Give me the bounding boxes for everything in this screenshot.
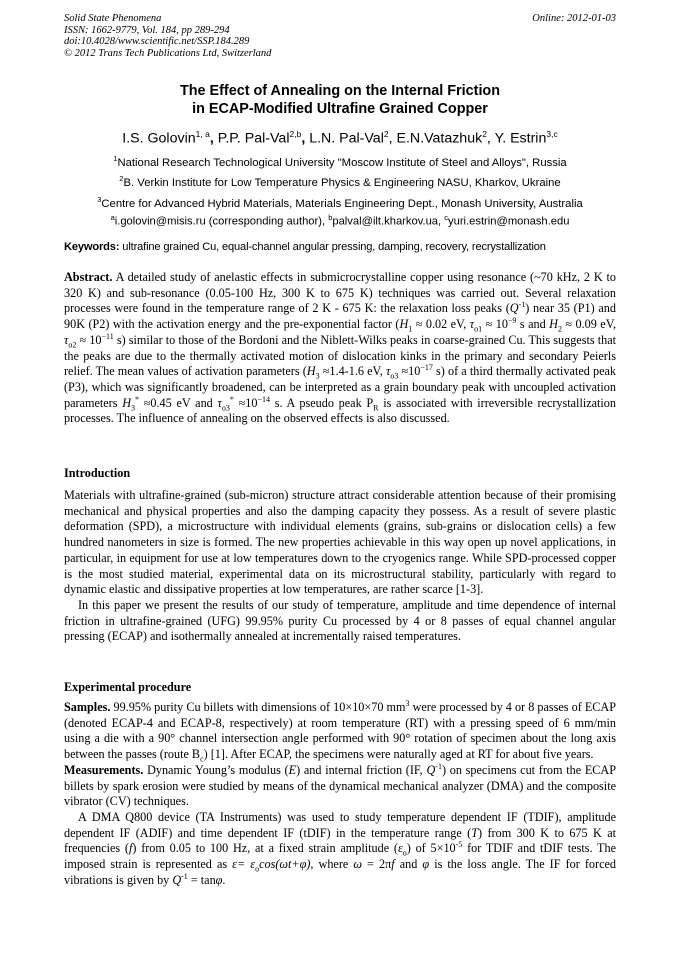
author-name: I.S. Golovin [122,130,196,147]
abstract-label: Abstract. [64,270,113,284]
affiliation-3: $^3$Centre for Advanced Hybrid Materials, Materials Engineering Dept., Monash University, Australia [97,194,583,210]
online-date: Online: 2012-01-03 [532,13,616,24]
affiliation-2: $^2$B. Verkin Institute for Low Temperature Physics & Engineering NASU, Kharkov, Ukraine [119,174,561,190]
author-affiliation-mark: 2 [482,129,487,139]
measurements-label: Measurements. [64,762,144,777]
title-line-1: The Effect of Annealing on the Internal Friction [179,83,501,99]
section-heading-introduction: Introduction [64,466,131,480]
measurements-paragraph: Measurements. Dynamic Young’s modulus (E) and internal friction (IF, $Q^{-1}$) on specimens cut from the ECAP billets by spark erosion were studied by means of the dynamical mechanical analyzer (DMA) and the composite vibrator (CV) techniques. [64,761,616,809]
keywords-label: Keywords: [64,241,120,253]
author-affiliation-mark: 1, a [195,129,210,139]
keywords [64,240,624,254]
journal-name: Solid State Phenomena [64,13,162,24]
author-emails: $^a$i.golovin@misis.ru (corresponding author), $^b$palval@ilt.kharkov.ua, $^c$yuri.estrin@monash.edu [110,213,570,228]
affiliations [64,151,616,212]
intro-paragraph-1: Materials with ultrafine-grained (sub-micron) structure attract considerable attention because of their promising mechanical and physical properties and also the damping capacity they possess. As a result of severe plastic deformation (SPD), a microstructure with individual elements (grains, sub-grains or dislocation cells) a few hundred nanometers in size is formed. The new properties achievable in this way open up novel applications, in particular, in equipment for use at low temperatures down to the cryogenics range. While SPD-processed copper is the most studied material, experimental data on its microstructural stability, particularly with regard to dynamic elastic and dissipative properties at low temperatures, are rather scarce [1-3]. [64,488,616,597]
issn: ISSN: 1662-9779, Vol. 184, pp 289-294 [64,24,230,36]
author-affiliation-mark: 2,b [289,129,302,139]
intro-paragraph-2: In this paper we present the results of our study of temperature, amplitude and time dependence of internal friction in ultrafine-grained (UFG) 99.95% purity Cu processed by 4 or 8 passes of equal channel angular pressing (ECAP) and isothermally annealed at incrementally raised temperatures. [64,597,616,644]
author-affiliation-mark: 3,c [546,129,558,139]
email-a: i.golovin@misis.ru (corresponding author), [114,215,329,228]
experimental-procedure [64,700,616,888]
title-line-2: in ECAP-Modified Ultrafine Grained Copper [192,100,488,117]
copyright: © 2012 Trans Tech Publications Ltd, Switzerland [64,47,272,59]
samples-label: Samples. [64,700,111,714]
doi: doi:10.4028/www.scientific.net/SSP.184.289 [64,36,250,48]
author-name: Y. Estrin [494,130,547,147]
author-list: I.S. Golovin$^{1, a}$, P.P. Pal-Val$^{2,b}$, L.N. Pal-Val$^2$, E.N.Vatazhuk$^2$, Y. Estrin$^{3,c}$ [122,129,558,147]
affiliation-1: $^1$National Research Technological University "Moscow Institute of Steel and Alloys", Russia [113,154,567,169]
author-name: P.P. Pal-Val [217,130,290,147]
author-name: L.N. Pal-Val [309,130,384,147]
author-affiliation-mark: 2 [383,129,389,139]
email-c: yuri.estrin@monash.edu [448,215,570,228]
samples-paragraph: Samples. 99.95% purity Cu billets with dimensions of 10×10×70 $mm^3$ were processed by 4 or 8 passes of ECAP (denoted ECAP-4 and ECAP-8, respectively) at room temperature (RT) with a pressing speed of 6 mm/min using a die with a 90° channel intersection angle performed with 90° rotation of specimen about the long axis between the passes (route $B_c$) [1]. After ECAP, the specimens were naturally aged at RT for about five years. [64,698,616,764]
dma-paragraph: A DMA Q800 device (TA Instruments) was used to study temperature dependent IF (TDIF), amplitude dependent IF (ADIF) and time dependent IF (tDIF) in the temperature range (T) from 300 K to 675 K at frequencies (f) from 0.05 to 100 Hz, at a fixed strain amplitude $(\varepsilon_o)$ of $5\times 10^{-5}$ for TDIF and tDIF tests. The imposed strain is represented as $\varepsilon= \varepsilon_o\cos(\omega t+\varphi)$, where ω = 2πf and φ is the loss angle. The IF for forced vibrations is given by $Q^{-1} = \tan\varphi$. [64,809,616,887]
abstract [64,270,616,427]
author-name: E.N.Vatazhuk [396,130,483,147]
section-heading-experimental: Experimental procedure [64,680,192,694]
email-b: palval@ilt.kharkov.ua, [332,215,445,228]
journal-header [64,13,616,59]
paper-title [64,83,616,118]
keywords-text: ultrafine grained Cu, equal-channel angular pressing, damping, recovery, recrystallization [119,241,546,253]
introduction [64,488,616,645]
abstract-paragraph: Abstract. A detailed study of anelastic effects in submicrocrystalline copper using resonance (~70 kHz, 2 K to 320 K) and sub-resonance (0.05-100 Hz, 300 K to 675 K) techniques was carried out. Several relaxation processes were found in the temperature range of 2 K - 675 K: the relaxation loss peaks $(Q^{-1})$ near 35 (P1) and 90K (P2) with the activation energy and the pre-exponential factor ($H_1 \approx 0.02$ eV, $\tau_{o1} \approx 10^{-9}$ s and $H_2 \approx 0.09$ eV, $\tau_{o2} \approx 10^{-11}$ s) similar to those of the Bordoni and the Niblett-Wilks peaks in coarse-grained Cu. This suggests that the peaks are due to the thermally activated motion of dislocation kinks in the primary and secondary Peierls relief. The mean values of activation parameters ($H_3 \approx 1.4-1.6$ eV, $\tau_{o3} \approx 10^{-17}$ s) of a third thermally activated peak (P3), which was significantly broadened, can be interpreted as a grain boundary peak with uncoupled activation parameters $H_3^* \approx 0.45$ eV and $\tau_{o3}^* \approx 10^{-14}$ s. A pseudo peak $P_R$ is associated with irreversible recrystallization processes. The influence of annealing on the observed effects is also discussed. [64,270,616,426]
